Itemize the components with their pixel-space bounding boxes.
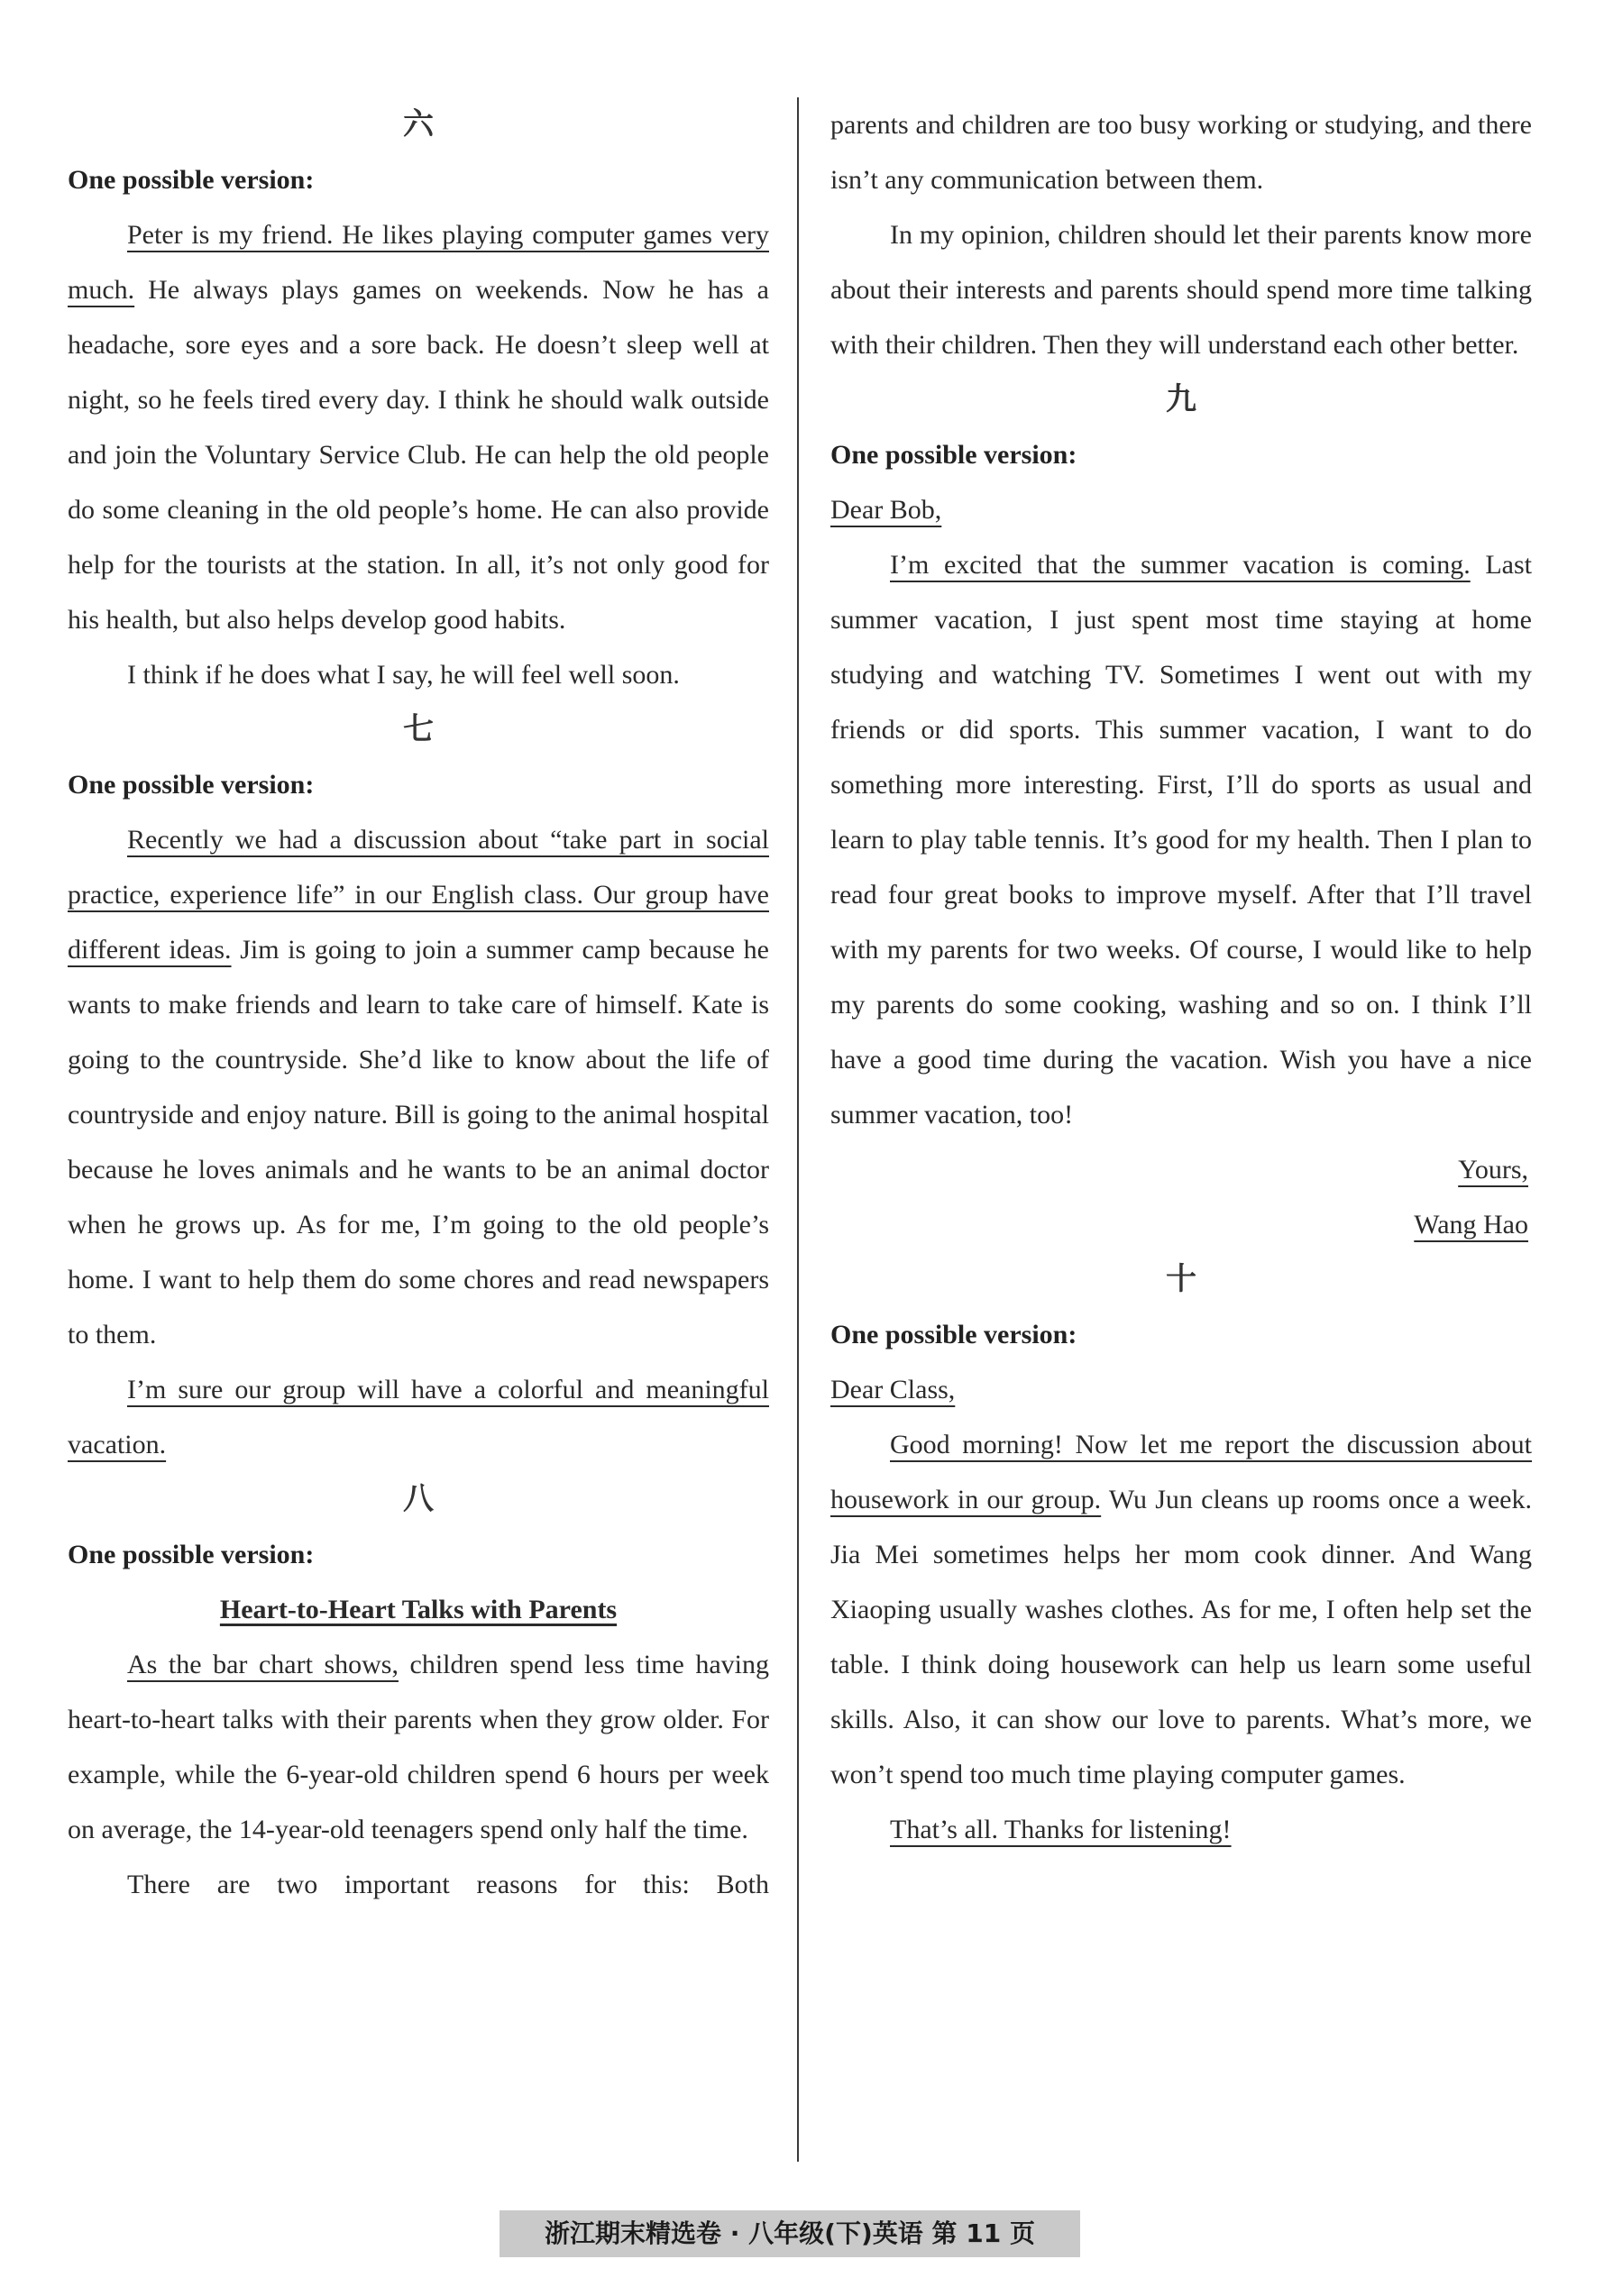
underlined-text: I’m excited that the summer vacation is coming. <box>890 550 1471 580</box>
section-8-paragraph-1 <box>68 1637 769 1857</box>
underlined-text: Peter is my friend. He likes playing computer games very much. <box>68 220 769 305</box>
section-8-label: One possible version: <box>68 1540 315 1569</box>
section-9-heading: 九 <box>1166 381 1196 417</box>
underlined-text: I’m sure our group will have a colorful and meaningful vacation. <box>68 1375 769 1459</box>
right-column <box>830 97 1532 1857</box>
section-7-paragraph-2 <box>68 1362 769 1472</box>
essay-title-text: Heart-to-Heart Talks with Parents <box>219 1595 618 1624</box>
section-6-paragraph-2: I think if he does what I say, he will feel well soon. <box>127 660 680 690</box>
section-10-paragraph-1 <box>830 1417 1532 1802</box>
essay-title <box>68 1582 769 1637</box>
section-6-paragraph-1 <box>68 207 769 647</box>
section-7-paragraph-1 <box>68 812 769 1362</box>
speech-salutation <box>830 1362 1532 1417</box>
underlined-text: That’s all. Thanks for listening! <box>890 1815 1232 1844</box>
underlined-text: Recently we had a discussion about “take part in social practice, experience life” in our English class. Our group have different ideas. <box>68 825 769 965</box>
body-text: Last summer vacation, I just spent most time staying at home studying and watching TV. Sometimes I went out with my friends or did sports. This summer vacation, I want to do something more interesting. First, I’ll do sports as usual and learn to play table tennis. It’s good for my health. Then I plan to read four great books to improve myself. After that I’ll travel with my parents for two weeks. Of course, I would like to help my parents do some cooking, washing and so on. I think I’ll have a good time during the vacation. Wish you have a nice summer vacation, too! <box>830 550 1532 1130</box>
signature-text: Wang Hao <box>1414 1210 1528 1239</box>
underlined-text: Good morning! Now let me report the discussion about housework in our group. <box>830 1430 1532 1514</box>
underlined-text: As the bar chart shows, <box>127 1650 399 1679</box>
body-text: children spend less time having heart-to-heart talks with their parents when they grow older. For example, while the 6-year-old children spend 6 hours per week on average, the 14-year-old teenagers spend only half the time. <box>68 1650 769 1844</box>
section-8-paragraph-2-start: There are two important reasons for this: Both <box>127 1870 769 1899</box>
section-8-paragraph-3: In my opinion, children should let their parents know more about their interests and parents should spend more time talking with their children. Then they will understand each other better. <box>830 220 1532 360</box>
body-text: He always plays games on weekends. Now he has a headache, sore eyes and a sore back. He doesn’t sleep well at night, so he feels tired every day. I think he should walk outside and join the Voluntary Service Club. He can help the old people do some cleaning in the old people’s home. He can also provide help for the tourists at the station. In all, it’s not only good for his health, but also helps develop good habits. <box>68 275 769 635</box>
page-footer: 浙江期末精选卷 · 八年级(下)英语 第 11 页 <box>500 2210 1080 2257</box>
section-7-heading: 七 <box>403 711 434 747</box>
column-divider <box>797 97 799 2162</box>
left-column <box>68 97 769 1912</box>
section-8-heading: 八 <box>403 1481 434 1517</box>
section-6-heading: 六 <box>403 106 434 142</box>
section-10-label: One possible version: <box>830 1320 1077 1349</box>
letter-salutation <box>830 482 1532 537</box>
salutation-text: Dear Bob, <box>830 495 942 525</box>
body-text: Jim is going to join a summer camp because he wants to make friends and learn to take care of himself. Kate is going to the countryside. She’d like to know about the life of countryside and enjoy nature. Bill is going to the animal hospital because he loves animals and he wants to be an animal doctor when he grows up. As for me, I’m going to the old people’s home. I want to help them do some chores and read newspapers to them. <box>68 935 769 1349</box>
section-6-label: One possible version: <box>68 165 315 195</box>
section-10-paragraph-2 <box>830 1802 1532 1857</box>
letter-signature <box>830 1197 1532 1252</box>
body-text: Wu Jun cleans up rooms once a week. Jia Mei sometimes helps her mom cook dinner. And Wang Xiaoping usually washes clothes. As for me, I often help set the table. I think doing housework can help us learn some useful skills. Also, it can show our love to parents. What’s more, we won’t spend too much time playing computer games. <box>830 1485 1532 1789</box>
section-9-label: One possible version: <box>830 440 1077 470</box>
section-7-label: One possible version: <box>68 770 315 800</box>
letter-closing <box>830 1142 1532 1197</box>
salutation-text: Dear Class, <box>830 1375 956 1404</box>
section-10-heading: 十 <box>1166 1261 1196 1297</box>
section-8-paragraph-2-continued: parents and children are too busy working or studying, and there isn’t any communication between them. <box>830 110 1532 195</box>
closing-text: Yours, <box>1458 1155 1528 1185</box>
section-9-paragraph-1 <box>830 537 1532 1142</box>
